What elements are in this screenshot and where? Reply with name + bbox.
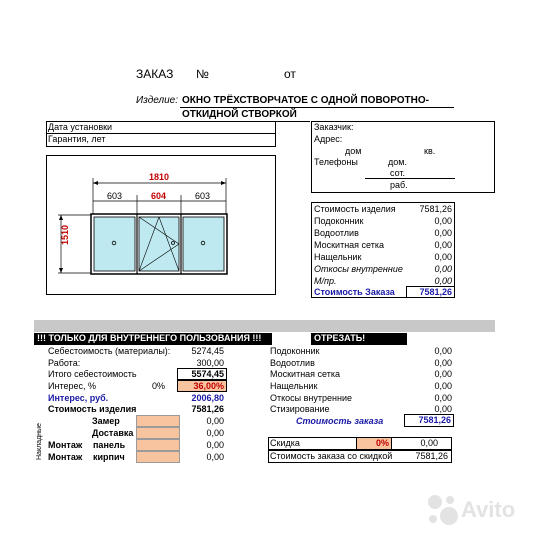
summary-value-trim: 0,00 bbox=[434, 252, 452, 262]
overhead-input-panel[interactable] bbox=[136, 439, 180, 451]
product-name-line1: ОКНО ТРЁХСТВОРЧАТОЕ С ОДНОЙ ПОВОРОТНО- bbox=[182, 95, 429, 106]
phones-label: Телефоны bbox=[314, 157, 358, 167]
summary-total-value: 7581,26 bbox=[406, 286, 455, 298]
cut-value-slopes: 0,00 bbox=[434, 393, 452, 403]
cut-total-label: Стоимость заказа bbox=[296, 416, 384, 426]
avito-logo-text: Avito bbox=[461, 497, 516, 522]
discount-total-value: 7581,26 bbox=[415, 451, 448, 461]
discount-total-label: Стоимость заказа со скидкой bbox=[270, 451, 393, 461]
summary-label-misc: М/пр. bbox=[314, 276, 337, 286]
install-date-label: Дата установки bbox=[48, 122, 113, 132]
separator-band bbox=[34, 320, 495, 332]
overhead-vertical-label: Накладные bbox=[36, 423, 43, 460]
discount-value: 0,00 bbox=[420, 438, 438, 448]
house-label: дом bbox=[345, 146, 362, 156]
sash-width-middle: 604 bbox=[151, 191, 167, 201]
overhead-input-delivery[interactable] bbox=[136, 427, 180, 439]
overhead-value-measure: 0,00 bbox=[206, 416, 224, 426]
cut-value-mosquito: 0,00 bbox=[434, 369, 452, 379]
summary-label-drain: Водоотлив bbox=[314, 228, 359, 238]
mobile-phone-label: сот. bbox=[390, 168, 406, 178]
height-label: 1510 bbox=[60, 224, 70, 245]
home-phone-label: дом. bbox=[388, 157, 407, 167]
sash-width-right: 603 bbox=[195, 191, 211, 201]
total-width-label: 1810 bbox=[149, 172, 170, 182]
overhead-sub-brick: кирпич bbox=[93, 452, 125, 462]
cut-label-slopes: Откосы внутренние bbox=[270, 393, 352, 403]
summary-label-trim: Нащельник bbox=[314, 252, 362, 262]
internal-label-labor: Работа: bbox=[48, 358, 81, 368]
cut-value-drain: 0,00 bbox=[434, 358, 452, 368]
internal-value-materials: 5274,45 bbox=[191, 346, 224, 356]
customer-label: Заказчик: bbox=[314, 122, 354, 132]
internal-label-product-cost: Стоимость изделия bbox=[48, 404, 137, 414]
overhead-label-install-brick: Монтаж bbox=[48, 452, 83, 462]
summary-label-product: Стоимость изделия bbox=[314, 204, 396, 214]
internal-value-interest-rub: 2006,80 bbox=[191, 393, 224, 403]
overhead-sub-panel: панель bbox=[93, 440, 126, 450]
cut-label-styling: Стизирование bbox=[270, 404, 330, 414]
address-label: Адрес: bbox=[314, 134, 343, 144]
window-frame bbox=[91, 214, 227, 274]
overhead-label-install-panel: Монтаж bbox=[48, 440, 83, 450]
summary-value-drain: 0,00 bbox=[434, 228, 452, 238]
order-title: ЗАКАЗ bbox=[136, 67, 174, 81]
cut-label-trim: Нащельник bbox=[270, 381, 318, 391]
warranty-label: Гарантия, лет bbox=[48, 134, 106, 144]
discount-pct-input[interactable]: 0% bbox=[356, 437, 392, 450]
summary-value-mosquito: 0,00 bbox=[434, 240, 452, 250]
cut-value-styling: 0,00 bbox=[434, 404, 452, 414]
internal-use-banner: !!! ТОЛЬКО ДЛЯ ВНУТРЕННЕГО ПОЛЬЗОВАНИЯ !!! bbox=[34, 333, 272, 345]
internal-label-materials: Себестоимость (материалы): bbox=[48, 346, 171, 356]
cut-value-sill: 0,00 bbox=[434, 346, 452, 356]
cut-label-drain: Водоотлив bbox=[270, 358, 315, 368]
cut-value-trim: 0,00 bbox=[434, 381, 452, 391]
summary-label-mosquito: Москитная сетка bbox=[314, 240, 385, 250]
order-date-label: от bbox=[284, 67, 296, 81]
overhead-input-brick[interactable] bbox=[136, 451, 180, 463]
internal-interest-pct-small: 0% bbox=[152, 381, 166, 391]
internal-label-interest-pct: Интерес, % bbox=[48, 381, 96, 391]
summary-value-misc: 0,00 bbox=[434, 276, 452, 286]
work-phone-label: раб. bbox=[390, 180, 408, 190]
internal-value-product-cost: 7581,26 bbox=[191, 404, 224, 414]
summary-value-sill: 0,00 bbox=[434, 216, 452, 226]
sash-width-left: 603 bbox=[107, 191, 123, 201]
summary-value-slopes: 0,00 bbox=[434, 264, 452, 274]
internal-label-total-cost: Итого себестоимость bbox=[48, 369, 137, 379]
discount-label: Скидка bbox=[270, 438, 300, 448]
internal-value-interest-pct[interactable]: 36,00% bbox=[177, 380, 227, 392]
summary-value-product: 7581,26 bbox=[419, 204, 452, 214]
overhead-value-brick: 0,00 bbox=[206, 452, 224, 462]
summary-total-label: Стоимость Заказа bbox=[314, 287, 395, 297]
avito-watermark bbox=[425, 490, 525, 530]
overhead-label-delivery: Доставка bbox=[92, 428, 134, 438]
cut-total-value: 7581,26 bbox=[404, 414, 454, 427]
cut-label-sill: Подоконник bbox=[270, 346, 320, 356]
cut-banner: ОТРЕЗАТЬ! bbox=[311, 333, 407, 345]
internal-label-interest-rub: Интерес, руб. bbox=[48, 393, 109, 403]
product-name-line2: ОТКИДНОЙ СТВОРКОЙ bbox=[182, 109, 297, 120]
product-label: Изделие: bbox=[136, 95, 178, 106]
apartment-label: кв. bbox=[424, 146, 436, 156]
summary-label-sill: Подоконник bbox=[314, 216, 364, 226]
internal-value-total-cost: 5574,45 bbox=[177, 368, 227, 380]
internal-value-labor: 300,00 bbox=[196, 358, 224, 368]
order-number-sign: № bbox=[196, 67, 209, 81]
overhead-label-measure: Замер bbox=[92, 416, 120, 426]
cut-label-mosquito: Москитная сетка bbox=[270, 369, 341, 379]
overhead-value-panel: 0,00 bbox=[206, 440, 224, 450]
overhead-input-measure[interactable] bbox=[136, 415, 180, 427]
overhead-value-delivery: 0,00 bbox=[206, 428, 224, 438]
summary-label-slopes: Откосы внутренние bbox=[314, 264, 403, 274]
avito-logo-icon bbox=[425, 492, 461, 528]
